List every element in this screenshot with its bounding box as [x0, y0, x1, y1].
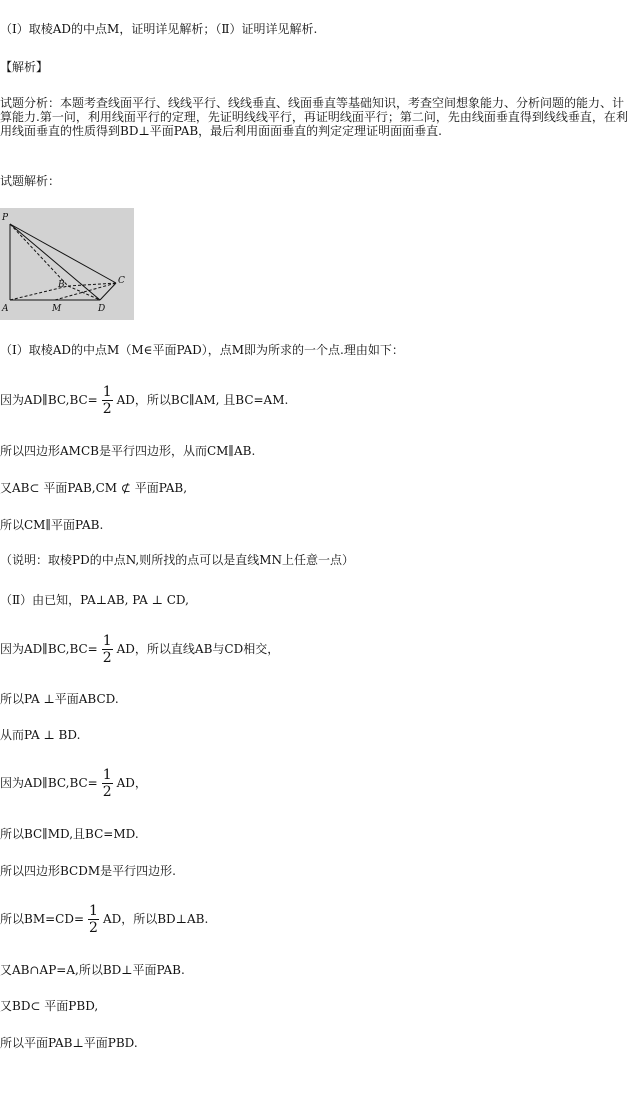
- half-fraction: [88, 903, 99, 936]
- figure-background: [0, 208, 134, 320]
- analysis-heading: 【解析】: [0, 60, 49, 74]
- fraction-numerator: 1: [89, 903, 98, 919]
- part2-step6: 所以四边形BCDM是平行四边形.: [0, 864, 176, 878]
- part2-step1-pre: 因为AD∥BC,BC=: [0, 642, 98, 656]
- label-P: P: [2, 213, 9, 223]
- part1-intro: （Ⅰ）取棱AD的中点M（M∈平面PAD），点M即为所求的一个点.理由如下：: [0, 343, 404, 357]
- label-D: D: [98, 304, 106, 314]
- part2-intro: （Ⅱ）由已知，PA⊥AB, PA ⊥ CD,: [0, 593, 189, 607]
- fraction-denominator: 2: [89, 920, 98, 936]
- half-fraction: [102, 384, 113, 417]
- part2-step9: 又BD⊂ 平面PBD,: [0, 999, 99, 1013]
- analysis-text: 试题分析：本题考查线面平行、线线平行、线线垂直、线面垂直等基础知识，考查空间想象能力、分析问题的能力、计算能力.第一问，利用线面平行的定理，先证明线线平行，再证明线面平行；第二问，先由线面垂直得到线线垂直，在利用线面垂直的性质得到BD⊥平面PAB，最后利用面面垂直的判定定理证明面面垂直.: [0, 96, 628, 138]
- part2-step4: [0, 765, 147, 801]
- label-M: M: [52, 304, 62, 314]
- part1-step2: 所以四边形AMCB是平行四边形，从而CM∥AB.: [0, 444, 256, 458]
- part2-step8: 又AB∩AP=A,所以BD⊥平面PAB.: [0, 963, 185, 977]
- part1-step3: 又AB⊂ 平面PAB,CM ⊄ 平面PAB,: [0, 481, 188, 495]
- answer-line: （Ⅰ）取棱AD的中点M，证明详见解析；（Ⅱ）证明详见解析.: [0, 22, 318, 36]
- fraction-numerator: 1: [102, 633, 112, 649]
- part2-step10: 所以平面PAB⊥平面PBD.: [0, 1036, 138, 1050]
- part1-step1-pre: 因为AD∥BC,BC=: [0, 393, 98, 407]
- solution-heading: 试题解析：: [0, 174, 61, 188]
- fraction-numerator: 1: [102, 384, 112, 400]
- part1-step4: 所以CM∥平面PAB.: [0, 518, 104, 532]
- part2-step7-pre: 所以BM=CD=: [0, 912, 85, 926]
- part2-step7: [0, 901, 208, 937]
- geometry-figure: [0, 208, 134, 320]
- half-fraction: [102, 767, 113, 800]
- part2-step5: 所以BC∥MD,且BC=MD.: [0, 827, 139, 841]
- fraction-numerator: 1: [102, 767, 112, 783]
- part2-step1: [0, 631, 279, 667]
- part2-step2: 所以PA ⊥平面ABCD.: [0, 692, 119, 706]
- part2-step3: 从而PA ⊥ BD.: [0, 728, 81, 742]
- part1-step1: [0, 382, 288, 418]
- part2-step1-post: AD，所以直线AB与CD相交，: [116, 642, 280, 656]
- fraction-denominator: 2: [102, 401, 112, 417]
- fraction-denominator: 2: [102, 784, 112, 800]
- label-C: C: [118, 276, 125, 286]
- part1-note: （说明：取棱PD的中点N,则所找的点可以是直线MN上任意一点）: [0, 553, 355, 567]
- part2-step4-post: AD，: [116, 776, 147, 790]
- label-B: B: [58, 280, 65, 290]
- fraction-denominator: 2: [102, 650, 112, 666]
- part1-step1-post: AD，所以BC∥AM, 且BC=AM.: [116, 393, 289, 407]
- label-A: A: [2, 304, 9, 314]
- part2-step4-pre: 因为AD∥BC,BC=: [0, 776, 98, 790]
- half-fraction: [102, 633, 113, 666]
- part2-step7-post: AD，所以BD⊥AB.: [102, 912, 209, 926]
